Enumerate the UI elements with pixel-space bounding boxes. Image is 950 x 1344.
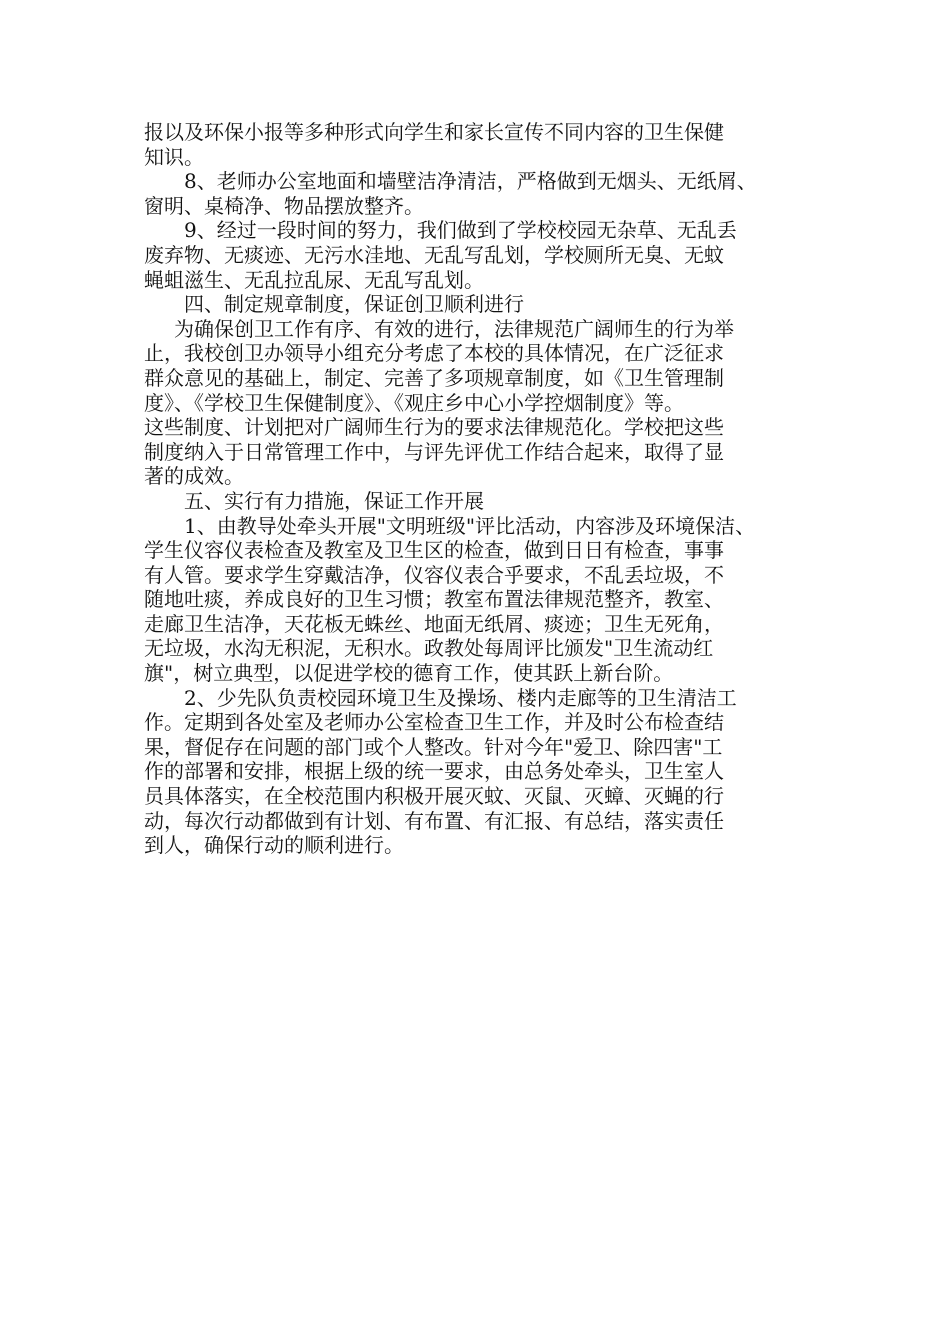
text-line: 员具体落实，在全校范围内积极开展灭蚊、灭鼠、灭蟑、灭蝇的行: [144, 784, 724, 809]
paragraph-health-publicity: [144, 120, 834, 169]
paragraph-item-1: [144, 514, 834, 686]
text-line: 著的成效。: [144, 464, 244, 489]
text-line: 2、少先队负责校园环境卫生及操场、楼内走廊等的卫生清洁工: [184, 685, 737, 710]
text-line: 1、由教导处牵头开展"文明班级"评比活动，内容涉及环境保洁、: [184, 513, 756, 538]
section-heading-5: [144, 489, 834, 514]
text-line: 知识。: [144, 144, 204, 169]
text-line: 这些制度、计划把对广阔师生行为的要求法律规范化。学校把这些: [144, 415, 724, 440]
text-line: 窗明、桌椅净、物品摆放整齐。: [144, 193, 424, 218]
text-line: 学生仪容仪表检查及教室及卫生区的检查，做到日日有检查，事事: [144, 538, 724, 563]
text-line: 走廊卫生洁净，天花板无蛛丝、地面无纸屑、痰迹；卫生无死角，: [144, 611, 724, 636]
heading-line: 五、实行有力措施，保证工作开展: [184, 488, 484, 513]
document-body: [144, 120, 834, 858]
text-line: 制度纳入于日常管理工作中，与评先评优工作结合起来，取得了显: [144, 439, 724, 464]
text-line: 无垃圾，水沟无积泥，无积水。政教处每周评比颁发"卫生流动红: [144, 636, 714, 661]
text-line: 废弃物、无痰迹、无污水洼地、无乱写乱划，学校厕所无臭、无蚊: [144, 242, 724, 267]
text-line: 报以及环保小报等多种形式向学生和家长宣传不同内容的卫生保健: [144, 120, 724, 144]
paragraph-regulations: [144, 317, 834, 489]
text-line: 群众意见的基础上，制定、完善了多项规章制度，如《卫生管理制: [144, 365, 724, 390]
text-line: 为确保创卫工作有序、有效的进行，法律规范广阔师生的行为举: [174, 316, 734, 341]
text-line: 作。定期到各处室及老师办公室检查卫生工作，并及时公布检查结: [144, 710, 724, 735]
heading-line: 四、制定规章制度，保证创卫顺利进行: [184, 292, 524, 317]
text-line: 到人，确保行动的顺利进行。: [144, 833, 404, 858]
paragraph-item-9: [144, 218, 834, 292]
section-heading-4: [144, 292, 834, 317]
text-line: 随地吐痰，养成良好的卫生习惯；教室布置法律规范整齐，教室、: [144, 587, 724, 612]
paragraph-item-2: [144, 686, 834, 858]
text-line: 蝇蛆滋生、无乱拉乱尿、无乱写乱划。: [144, 267, 484, 292]
text-line: 动，每次行动都做到有计划、有布置、有汇报、有总结，落实责任: [144, 808, 724, 833]
text-line: 作的部署和安排，根据上级的统一要求，由总务处牵头，卫生室人: [144, 759, 724, 784]
paragraph-item-8: [144, 169, 834, 218]
text-line: 9、经过一段时间的努力，我们做到了学校校园无杂草、无乱丢: [184, 218, 737, 243]
text-line: 有人管。要求学生穿戴洁净，仪容仪表合乎要求，不乱丢垃圾，不: [144, 562, 724, 587]
text-line: 果，督促存在问题的部门或个人整改。针对今年"爱卫、除四害"工: [144, 734, 723, 759]
text-line: 度》、《学校卫生保健制度》、《观庄乡中心小学控烟制度》等。: [144, 390, 684, 415]
text-line: 止，我校创卫办领导小组充分考虑了本校的具体情况，在广泛征求: [144, 341, 724, 366]
text-line: 8、老师办公室地面和墙壁洁净清洁，严格做到无烟头、无纸屑、: [184, 169, 757, 194]
text-line: 旗"，树立典型，以促进学校的德育工作，使其跃上新台阶。: [144, 661, 674, 686]
